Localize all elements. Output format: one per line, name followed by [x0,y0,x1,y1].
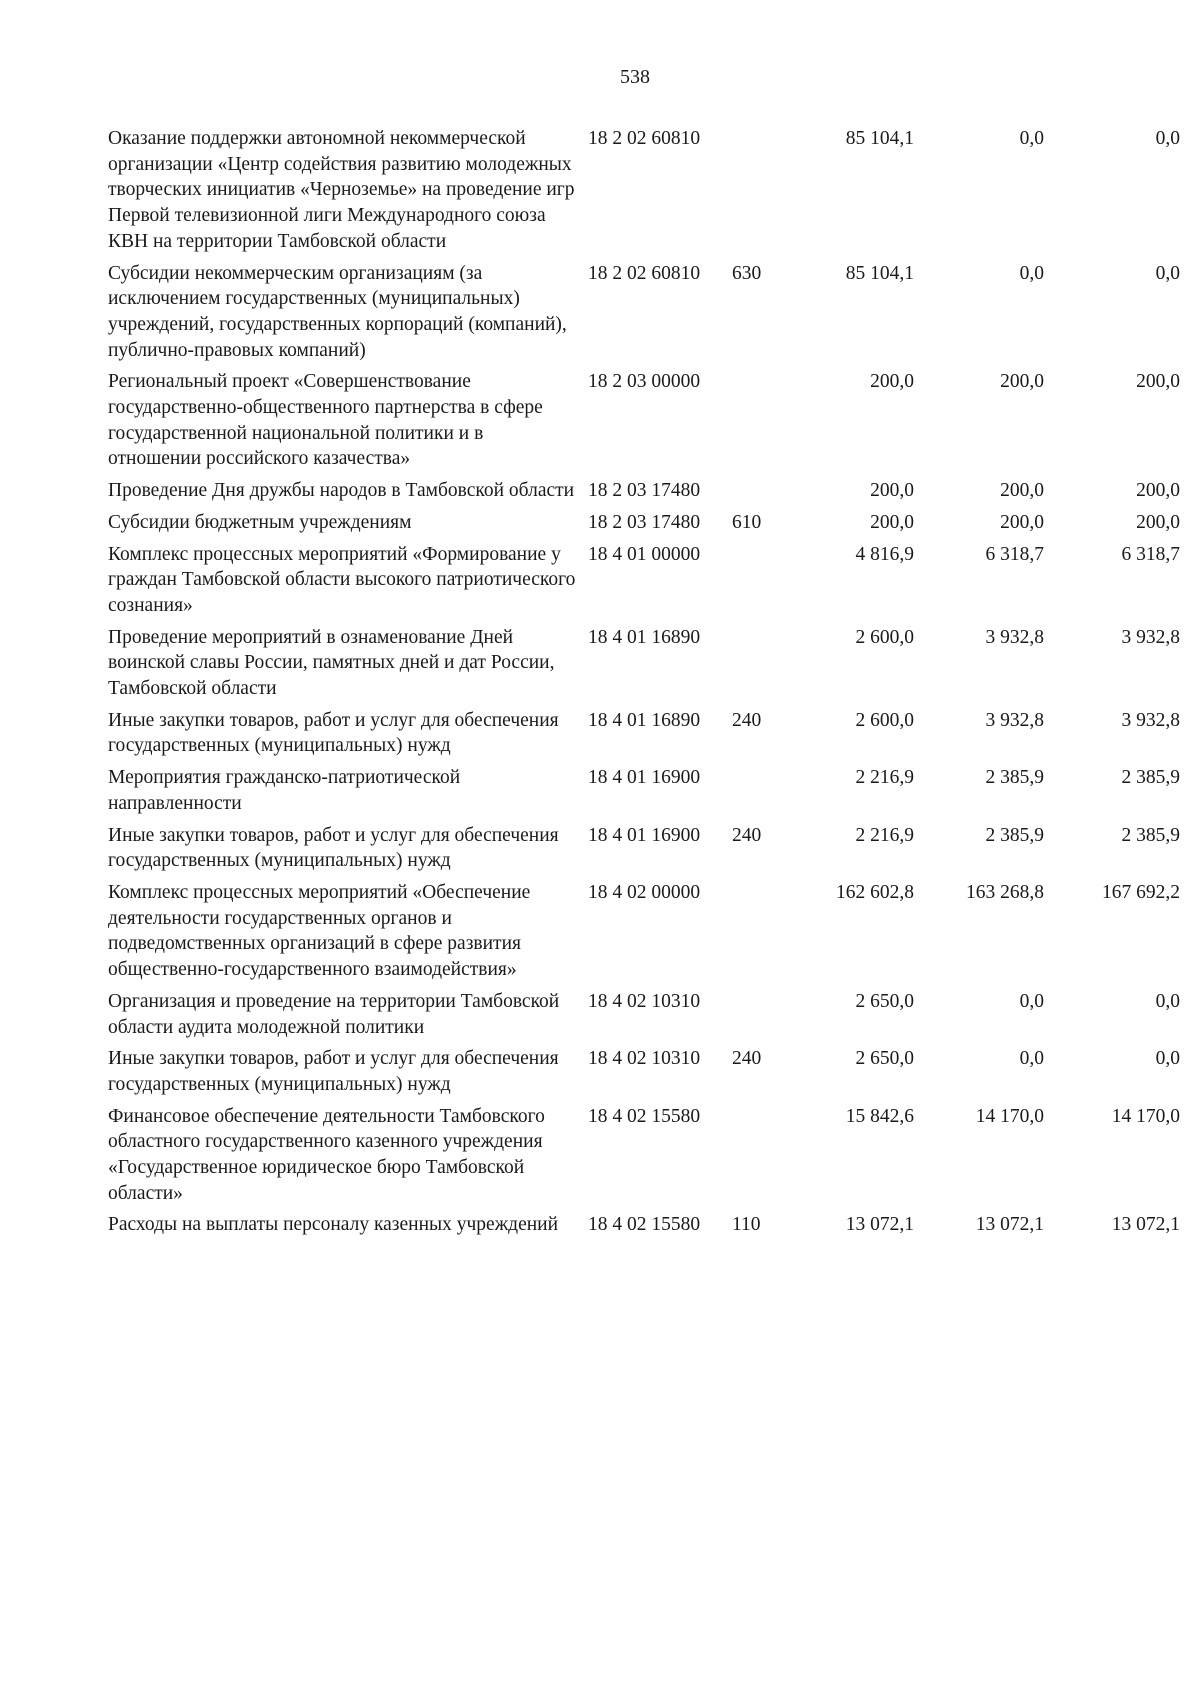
row-amount-year2: 6 318,7 [985,543,1044,565]
row-name: Региональный проект «Совершенствование государственно-общественного партнерства в сфере государственной национальной политики и в отношении российского казачества» [108,371,543,470]
row-expense-type [732,765,782,822]
row-code: 18 4 01 00000 [588,543,701,565]
row-amount-year2: 200,0 [1000,371,1044,393]
row-amount-year2: 200,0 [1000,480,1044,502]
row-amount-year1: 13 072,1 [845,1214,914,1236]
row-amount-year2: 0,0 [1019,262,1044,284]
row-amount-year1: 200,0 [870,371,914,393]
row-name: Организация и проведение на территории Тамбовской области аудита молодежной политики [108,990,560,1038]
row-expense-type [732,989,782,1046]
table-row [108,1046,1180,1103]
table-row [108,625,1180,708]
row-amount-year3: 0,0 [1155,1048,1180,1070]
row-expense-type: 240 [732,824,762,846]
row-name: Проведение Дня дружбы народов в Тамбовской области [108,480,575,502]
row-amount-year3: 3 932,8 [1121,626,1180,648]
row-expense-type [732,478,782,510]
row-expense-type: 240 [732,709,762,731]
row-amount-year2: 3 932,8 [985,709,1044,731]
row-amount-year3: 200,0 [1136,371,1180,393]
row-amount-year1: 200,0 [870,511,914,533]
row-name: Иные закупки товаров, работ и услуг для обеспечения государственных (муниципальных) нужд [108,824,559,872]
table-row [108,510,1180,542]
table-row [108,880,1180,989]
row-amount-year2: 3 932,8 [985,626,1044,648]
row-name: Комплекс процессных мероприятий «Обеспечение деятельности государственных органов и подведомственных организаций в сфере развития общественно-государственного взаимодействия» [108,881,531,981]
row-amount-year1: 2 650,0 [855,990,914,1012]
table-row [108,126,1180,261]
table-row [108,1212,1180,1244]
row-amount-year2: 0,0 [1019,990,1044,1012]
table-row [108,1104,1180,1213]
row-name: Комплекс процессных мероприятий «Формирование у граждан Тамбовской области высокого патриотического сознания» [108,543,576,616]
table-row [108,708,1180,765]
row-code: 18 4 01 16900 [588,767,701,789]
row-amount-year2: 2 385,9 [985,824,1044,846]
row-name: Мероприятия гражданско-патриотической направленности [108,767,461,814]
page-number: 538 [620,66,650,88]
row-name: Субсидии бюджетным учреждениям [108,511,412,533]
row-amount-year1: 2 600,0 [855,626,914,648]
row-code: 18 4 02 00000 [588,881,701,903]
row-name: Оказание поддержки автономной некоммерческой организации «Центр содействия развитию молодежных творческих инициатив «Черноземье» на проведение игр Первой телевизионной лиги Международного союза КВН на территории Тамбовской области [108,128,575,252]
row-amount-year1: 85 104,1 [845,128,914,149]
row-amount-year3: 167 692,2 [1102,881,1180,903]
row-amount-year2: 2 385,9 [985,767,1044,789]
row-code: 18 2 03 00000 [588,371,701,393]
row-code: 18 2 02 60810 [588,128,701,149]
row-amount-year2: 14 170,0 [975,1105,1044,1127]
table-row [108,765,1180,822]
row-amount-year1: 162 602,8 [836,881,914,903]
table-row [108,478,1180,510]
budget-table [108,126,1180,1244]
row-amount-year1: 2 600,0 [855,709,914,731]
row-amount-year3: 0,0 [1155,128,1180,149]
row-name: Расходы на выплаты персоналу казенных учреждений [108,1214,559,1236]
row-amount-year3: 6 318,7 [1121,543,1180,565]
row-amount-year2: 200,0 [1000,511,1044,533]
row-code: 18 4 02 10310 [588,990,701,1012]
row-expense-type [732,625,782,708]
row-amount-year3: 200,0 [1136,511,1180,533]
table-row [108,823,1180,880]
row-expense-type [732,1104,782,1213]
row-name: Финансовое обеспечение деятельности Тамбовского областного государственного казенного учреждения «Государственное юридическое бюро Тамбовской области» [108,1105,545,1204]
row-amount-year1: 15 842,6 [845,1105,914,1127]
row-expense-type [732,542,782,625]
row-expense-type: 610 [732,511,762,533]
row-amount-year1: 4 816,9 [855,543,914,565]
row-amount-year3: 200,0 [1136,480,1180,502]
row-amount-year3: 0,0 [1155,990,1180,1012]
row-code: 18 4 01 16890 [588,709,701,731]
row-code: 18 4 02 15580 [588,1214,701,1236]
row-expense-type: 240 [732,1048,762,1070]
row-name: Иные закупки товаров, работ и услуг для обеспечения государственных (муниципальных) нужд [108,1048,559,1095]
row-name: Субсидии некоммерческим организациям (за исключением государственных (муниципальных) учреждений, государственных корпораций (компаний), публично-правовых компаний) [108,262,567,361]
table-row [108,989,1180,1046]
row-name: Проведение мероприятий в ознаменование Дней воинской славы России, памятных дней и дат России, Тамбовской области [108,626,555,700]
row-amount-year3: 3 932,8 [1121,709,1180,731]
row-amount-year1: 2 216,9 [855,767,914,789]
row-amount-year2: 163 268,8 [966,881,1044,903]
row-code: 18 2 03 17480 [588,480,701,502]
row-expense-type [732,880,782,989]
row-amount-year3: 0,0 [1155,262,1180,284]
row-code: 18 2 02 60810 [588,262,701,284]
row-amount-year2: 0,0 [1019,128,1044,149]
row-amount-year2: 0,0 [1019,1048,1044,1070]
row-amount-year3: 14 170,0 [1111,1105,1180,1127]
row-code: 18 4 02 10310 [588,1048,701,1070]
row-expense-type [732,369,782,478]
row-code: 18 4 02 15580 [588,1105,701,1127]
row-amount-year1: 85 104,1 [845,262,914,284]
row-code: 18 4 01 16890 [588,626,701,648]
row-amount-year1: 2 216,9 [855,824,914,846]
row-expense-type [732,126,782,261]
row-amount-year3: 2 385,9 [1121,824,1180,846]
row-name: Иные закупки товаров, работ и услуг для обеспечения государственных (муниципальных) нужд [108,709,559,757]
row-amount-year1: 200,0 [870,480,914,502]
row-amount-year3: 2 385,9 [1121,767,1180,789]
row-expense-type: 110 [732,1214,761,1236]
row-amount-year1: 2 650,0 [855,1048,914,1070]
table-row [108,542,1180,625]
row-code: 18 2 03 17480 [588,511,701,533]
table-body [108,126,1180,1244]
row-amount-year3: 13 072,1 [1111,1214,1180,1236]
row-code: 18 4 01 16900 [588,824,701,846]
table-row [108,261,1180,370]
table-row [108,369,1180,478]
row-amount-year2: 13 072,1 [975,1214,1044,1236]
row-expense-type: 630 [732,262,762,284]
